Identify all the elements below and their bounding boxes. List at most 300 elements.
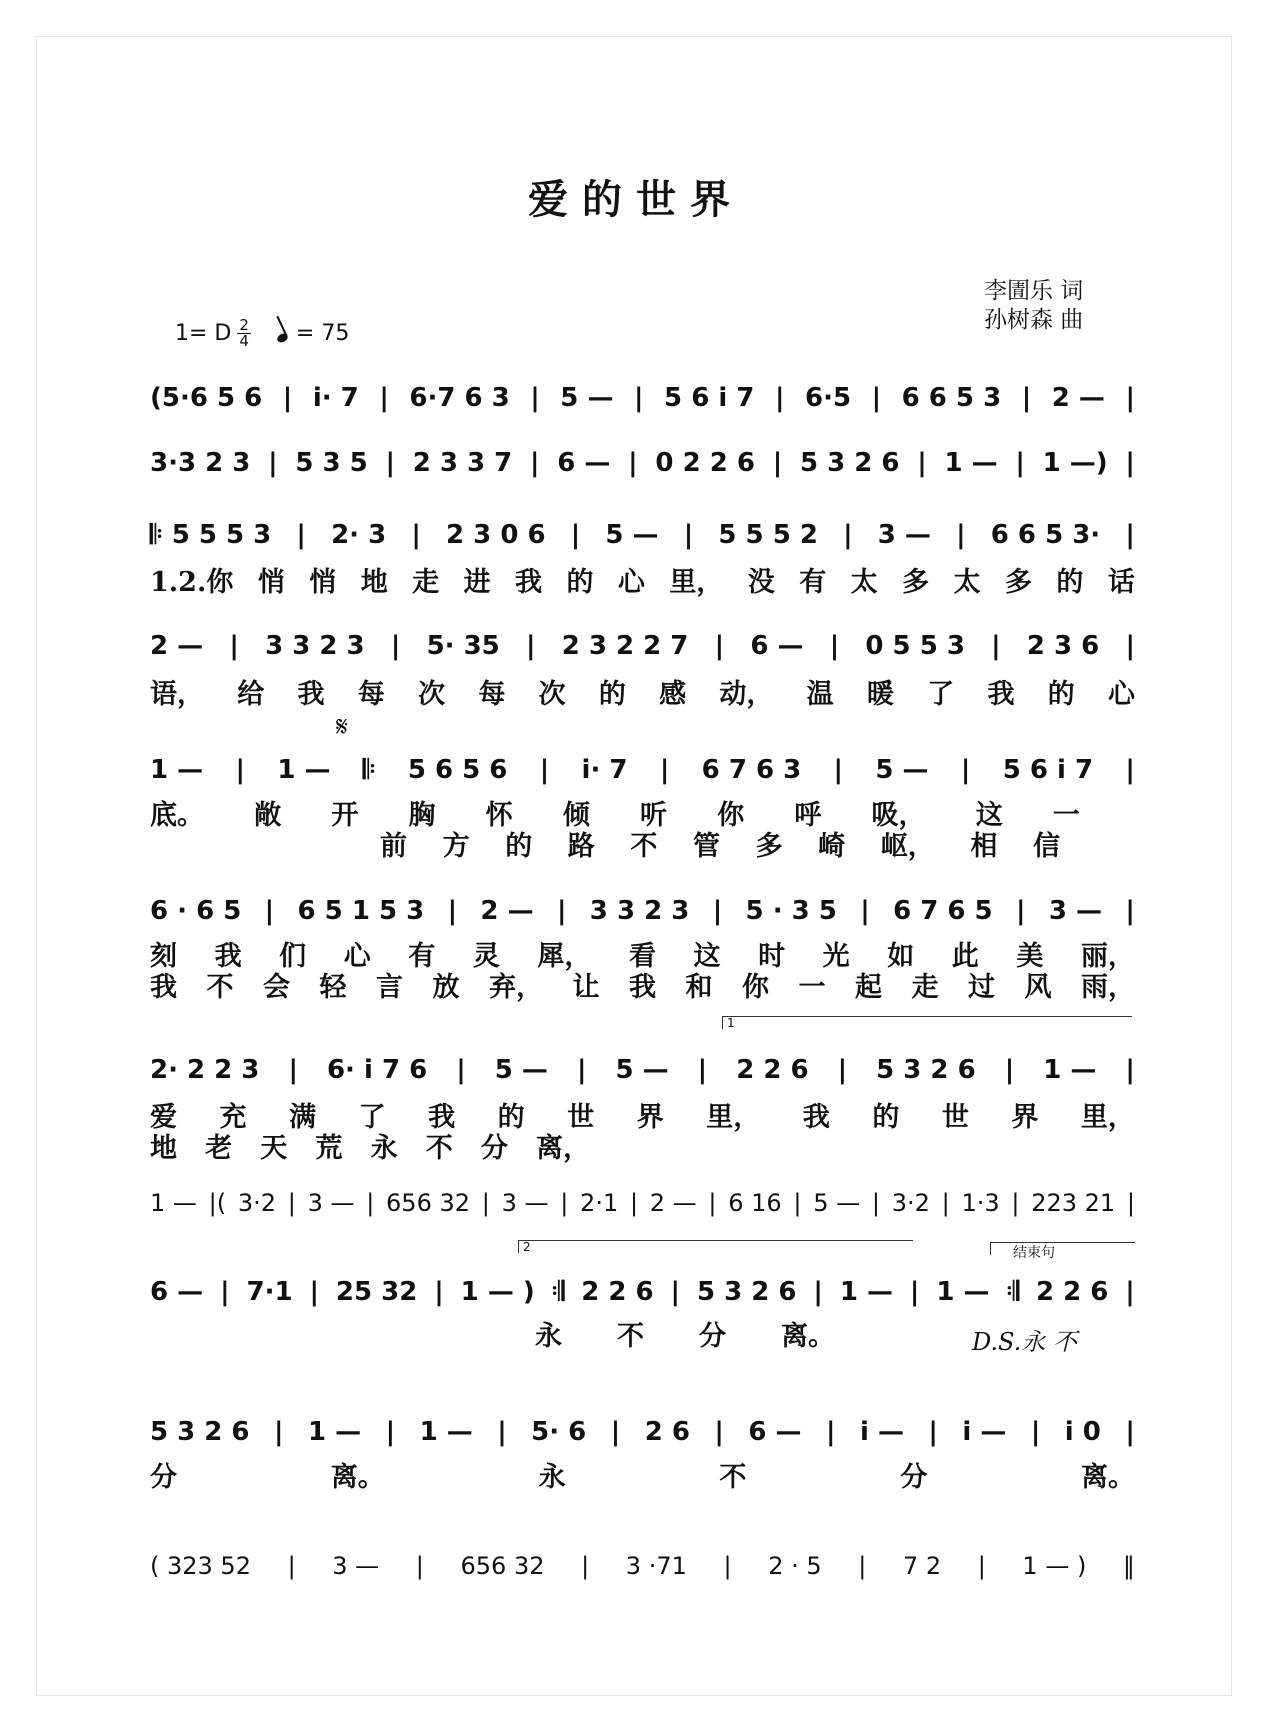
barline: | (220, 1277, 230, 1307)
barline: | (497, 1417, 507, 1447)
barline: | (712, 896, 723, 926)
notation-row (150, 752, 1135, 788)
measure-notes: 3·2 (891, 1189, 930, 1217)
lyric-syllable: 光 (822, 941, 850, 972)
measure-notes: i 0 (1064, 1417, 1101, 1447)
ending-bracket (990, 1242, 1135, 1261)
lyric-syllable: 我 (150, 972, 177, 1003)
measure-notes: 𝄆 5 5 5 3 (150, 520, 272, 550)
barline: 𝄆 (362, 755, 376, 785)
barline: | (456, 1055, 466, 1085)
measure-notes: 656 32 (386, 1189, 471, 1217)
ending-label: 结束句 (1013, 1245, 1055, 1261)
measure-notes: 5 3 2 6 (150, 1417, 250, 1447)
barline: | (813, 1277, 823, 1307)
barline: | (385, 448, 395, 478)
barline: | (1125, 520, 1135, 550)
barline: | (556, 896, 567, 926)
lyric-syllable: 前 (380, 831, 407, 862)
lyric-syllable: 有 (408, 941, 436, 972)
lyric-syllable: 离。 (781, 1321, 835, 1352)
barline: | (843, 520, 853, 550)
barline: | (774, 383, 785, 413)
composer: 孙树森 曲 (984, 307, 1084, 333)
lyric-syllable: 走 (412, 567, 440, 598)
lyric-syllable: 倾 (562, 800, 590, 831)
measure-notes: 1 — (150, 755, 204, 785)
measure-notes: 7 2 (902, 1552, 942, 1580)
measure-notes: 223 21 (1031, 1189, 1116, 1217)
lyric-syllable: 时 (758, 941, 786, 972)
barline: | (268, 448, 278, 478)
barline: | (570, 520, 581, 550)
lyric-syllable: 呼 (794, 800, 822, 831)
lyric-syllable: 放 (432, 972, 460, 1003)
lyric-syllable: 的 (497, 1102, 525, 1133)
lyric-syllable: 话 (1107, 567, 1135, 598)
lyric-syllable: 信 (1032, 831, 1060, 862)
barline: | (909, 1277, 920, 1307)
barline: | (1125, 631, 1135, 661)
measure-notes: 6 7 6 5 (893, 896, 993, 926)
measure-notes: 5 — (813, 1189, 861, 1217)
time-signature (237, 318, 251, 349)
barline: | (1125, 1417, 1135, 1447)
measure-notes: 6 — (557, 448, 611, 478)
measure-notes: 5 3 2 6 (799, 448, 900, 478)
measure-notes: 2 — (150, 631, 204, 661)
measure-notes: 1 — (150, 1189, 197, 1217)
measure-notes: 3 — (501, 1189, 549, 1217)
measure-notes: 6 — (748, 1417, 802, 1447)
barline: | (960, 755, 971, 785)
lyric-syllable: 了 (927, 679, 955, 710)
measure-notes: 6·7 6 3 (409, 383, 510, 413)
barline: | (390, 631, 401, 661)
notation-row (150, 1052, 1135, 1088)
measure-notes: 6·5 (804, 383, 852, 413)
notation-row (150, 1414, 1135, 1450)
notation-row (150, 517, 1135, 553)
lyric-syllable: 里， (1080, 1102, 1135, 1133)
lyric-syllable: 们 (279, 941, 307, 972)
barline: | (530, 448, 540, 478)
lyric-syllable: 的 (598, 679, 626, 710)
lyric-syllable: 次 (418, 679, 446, 710)
barline: | (634, 383, 644, 413)
lyric-row (150, 678, 1135, 712)
measure-notes: 1·3 (961, 1189, 1000, 1217)
lyric-syllable: 离。 (1080, 1462, 1135, 1493)
lyric-syllable: 离， (535, 1133, 590, 1164)
barline: | (977, 1552, 986, 1580)
lyric-syllable: 风 (1024, 972, 1052, 1003)
lyric-syllable: 我 (214, 941, 242, 972)
lyric-syllable: 永 (370, 1133, 398, 1164)
measure-notes: 5· 35 (426, 631, 500, 661)
barline: 𝄇 (551, 1277, 565, 1307)
lyric-syllable: 不 (719, 1462, 747, 1493)
barline: | (826, 1417, 836, 1447)
lyric-syllable: 此 (951, 941, 979, 972)
lyric-syllable: 听 (640, 800, 668, 831)
measure-notes: 2 2 6 (581, 1277, 654, 1307)
measure-notes: 2· 3 (331, 520, 387, 550)
lyric-row (150, 1461, 1135, 1495)
barline: ‖ (1122, 1552, 1135, 1580)
lyric-syllable: 路 (567, 831, 595, 862)
measure-notes: i — (859, 1417, 904, 1447)
measure-notes: 5 6 i 7 (664, 383, 755, 413)
barline: | (309, 1277, 319, 1307)
notation-row (150, 380, 1135, 416)
notation-row (150, 1548, 1135, 1584)
lyric-syllable: 的 (566, 567, 594, 598)
lyric-syllable: 太 (953, 567, 981, 598)
lyric-row (150, 566, 1135, 600)
measure-notes: 1 — (936, 1277, 990, 1307)
barline: | (415, 1552, 424, 1580)
tempo: = 75 (295, 321, 350, 346)
lyric-syllable: 起 (855, 972, 882, 1003)
measure-notes: 0 5 5 3 (865, 631, 965, 661)
lyric-syllable: 丽， (1080, 941, 1135, 972)
barline: | (941, 1189, 950, 1217)
lyric-syllable: 永 (535, 1321, 562, 1352)
lyric-syllable: 我 (802, 1102, 830, 1133)
lyric-syllable: 老 (205, 1133, 233, 1164)
barline: | (530, 383, 540, 413)
lyric-syllable: 你 (742, 972, 769, 1003)
measure-notes: 2 3 0 6 (446, 520, 546, 550)
barline: | (1125, 896, 1135, 926)
lyric-syllable: 心 (343, 941, 371, 972)
lyric-syllable: 温 (806, 679, 834, 710)
lyric-syllable: 感 (659, 679, 687, 710)
lyric-syllable: 里， (669, 567, 724, 598)
measure-notes: 5 — (605, 520, 659, 550)
barline: | (366, 1189, 375, 1217)
measure-notes: 1 — (307, 1417, 362, 1447)
lyric-syllable: 一 (798, 972, 826, 1003)
measure-notes: 6 · 6 5 (150, 896, 242, 926)
lyric-syllable: 地 (150, 1133, 177, 1164)
barline: | (772, 448, 783, 478)
barline: | (576, 1055, 587, 1085)
ds-lyric: D.S.永 不 (972, 1328, 1077, 1356)
notation-row (150, 893, 1135, 929)
barline: | (581, 1552, 590, 1580)
lyric-syllable: 分 (480, 1133, 508, 1164)
measure-notes: 6 6 5 3 (901, 383, 1002, 413)
measure-notes: 5 3 5 (295, 448, 368, 478)
barline: | (287, 1552, 296, 1580)
measure-notes: 3·3 2 3 (150, 448, 251, 478)
measure-notes: 3 ·71 (625, 1552, 687, 1580)
lyric-syllable: 我 (515, 567, 542, 598)
key-signature (175, 318, 349, 349)
lyric-syllable: 不 (425, 1133, 453, 1164)
measure-notes: 5 — (615, 1055, 669, 1085)
lyric-syllable: 次 (538, 679, 566, 710)
barline: | (385, 1417, 396, 1447)
measure-notes: 5 5 5 2 (718, 520, 818, 550)
time-bottom: 4 (239, 332, 249, 350)
lyric-syllable: 不 (617, 1321, 644, 1352)
measure-notes: 2 — (649, 1189, 697, 1217)
lyric-syllable: 多 (902, 567, 930, 598)
lyric-syllable: 这 (693, 941, 721, 972)
segno-icon: 𝄋 (336, 710, 349, 743)
barline: | (274, 1417, 284, 1447)
lyric-syllable: 让 (572, 972, 600, 1003)
barline: | (659, 755, 670, 785)
barline: | (525, 631, 536, 661)
barline: | (1125, 1277, 1135, 1307)
lyric-syllable: 轻 (319, 972, 347, 1003)
barline: | (1011, 1189, 1020, 1217)
lyric-syllable: 界 (636, 1102, 664, 1133)
lyric-syllable: 每 (357, 679, 385, 710)
lyric-syllable: 进 (463, 567, 491, 598)
lyric-syllable: 分 (699, 1321, 726, 1352)
volta-1: 1 (722, 1016, 1132, 1029)
lyric-syllable: 悄 (309, 567, 337, 598)
quarter-note-icon (276, 332, 289, 344)
measure-notes: 2 3 3 7 (412, 448, 513, 478)
barline: | (1030, 1417, 1041, 1447)
barline: | (837, 1055, 848, 1085)
measure-notes: i· 7 (312, 383, 359, 413)
lyric-syllable: 了 (358, 1102, 386, 1133)
barline: | (1004, 1055, 1015, 1085)
lyric-syllable: 1.2.你 (150, 567, 234, 598)
lyric-syllable: 一 (1052, 800, 1080, 831)
barline: | (829, 631, 840, 661)
measure-notes: 2·1 (580, 1189, 619, 1217)
lyric-syllable: 灵 (472, 941, 500, 972)
barline: | (858, 1552, 867, 1580)
measure-notes: 2 6 (644, 1417, 690, 1447)
lyric-syllable: 天 (260, 1133, 288, 1164)
measure-notes: 5 — (875, 755, 929, 785)
lyric-syllable: 怀 (485, 800, 513, 831)
lyric-syllable: 的 (1056, 567, 1084, 598)
lyric-syllable: 暖 (866, 679, 894, 710)
barline: | (1125, 755, 1135, 785)
measure-notes: 3 3 2 3 (589, 896, 690, 926)
lyric-syllable: 界 (1011, 1102, 1039, 1133)
lyric-syllable: 语， (150, 679, 204, 710)
lyric-syllable: 底。 (150, 800, 204, 831)
lyric-syllable: 我 (428, 1102, 456, 1133)
measure-notes: 5 — (560, 383, 614, 413)
measure-notes: i· 7 (581, 755, 628, 785)
barline: | (447, 896, 458, 926)
barline: | (1125, 383, 1135, 413)
lyric-row (380, 830, 1060, 864)
measure-notes: 25 32 (335, 1277, 418, 1307)
measure-notes: 6· i 7 6 (326, 1055, 428, 1085)
lyric-syllable: 我 (297, 679, 325, 710)
measure-notes: 3 — (332, 1552, 380, 1580)
measure-notes: 5 6 5 6 (407, 755, 508, 785)
measure-notes: 5 3 2 6 (696, 1277, 797, 1307)
barline: | (411, 520, 421, 550)
barline: | (714, 631, 725, 661)
measure-notes: 1 — (839, 1277, 893, 1307)
lyric-syllable: 雨， (1081, 972, 1135, 1003)
lyric-row (150, 1132, 590, 1166)
barline: | (956, 520, 966, 550)
measure-notes: 5 · 3 5 (745, 896, 837, 926)
lyric-row (150, 1101, 1135, 1135)
lyric-syllable: 悄 (257, 567, 285, 598)
lyric-syllable: 多 (1004, 567, 1032, 598)
lyric-syllable: 不 (630, 831, 658, 862)
lyric-syllable: 过 (968, 972, 995, 1003)
lyric-syllable: 相 (970, 831, 998, 862)
measure-notes: 2 · 5 (768, 1552, 822, 1580)
key: 1= D (175, 321, 232, 346)
lyric-syllable: 刻 (150, 941, 177, 972)
lyric-syllable: 不 (206, 972, 234, 1003)
lyric-syllable: 没 (747, 567, 775, 598)
lyricist: 李圊乐 词 (984, 278, 1084, 304)
lyric-syllable: 爱 (150, 1102, 177, 1133)
measure-notes: ( 323 52 (150, 1552, 251, 1580)
barline: | (264, 896, 275, 926)
barline: | (288, 1055, 298, 1085)
measure-notes: 5 — (494, 1055, 548, 1085)
barline: | (697, 1055, 708, 1085)
lyric-syllable: 有 (799, 567, 827, 598)
lyric-syllable: 吸， (871, 800, 926, 831)
barline: | (628, 448, 638, 478)
measure-notes: 1 — (419, 1417, 473, 1447)
lyric-syllable: 和 (685, 972, 713, 1003)
barline: |( (208, 1189, 227, 1217)
lyric-syllable: 的 (872, 1102, 900, 1133)
lyric-syllable: 每 (478, 679, 506, 710)
lyric-syllable: 多 (755, 831, 783, 862)
measure-notes: 6 16 (728, 1189, 782, 1217)
barline: | (1015, 448, 1025, 478)
barline: | (539, 755, 550, 785)
barline: | (560, 1189, 569, 1217)
measure-notes: 1 — (1043, 1055, 1097, 1085)
notation-row (150, 1185, 1135, 1221)
barline: | (282, 383, 293, 413)
barline: | (793, 1189, 802, 1217)
measure-notes: 0 2 2 6 (655, 448, 755, 478)
barline: | (833, 755, 844, 785)
barline: | (434, 1277, 444, 1307)
lyric-row (150, 940, 1135, 974)
measure-notes: 1 —) (1042, 448, 1108, 478)
notation-row (150, 1274, 1135, 1310)
barline: | (1021, 383, 1032, 413)
lyric-syllable: 的 (1047, 679, 1075, 710)
barline: | (928, 1417, 938, 1447)
measure-notes: 2· 2 2 3 (150, 1055, 260, 1085)
barline: | (683, 520, 694, 550)
lyric-syllable: 荒 (315, 1133, 343, 1164)
volta-2: 2 (518, 1240, 913, 1253)
lyric-syllable: 给 (237, 679, 265, 710)
lyric-syllable: 我 (629, 972, 656, 1003)
barline: | (871, 1189, 880, 1217)
lyric-syllable: 世 (567, 1102, 595, 1133)
lyric-syllable: 我 (987, 679, 1015, 710)
measure-notes: 6 — (750, 631, 804, 661)
measure-notes: 3 — (877, 520, 931, 550)
lyric-syllable: 你 (717, 800, 745, 831)
barline: | (860, 896, 870, 926)
measure-notes: 3·2 (237, 1189, 276, 1217)
notation-row (150, 628, 1135, 664)
barline: | (714, 1417, 724, 1447)
measure-notes: 3 — (1048, 896, 1102, 926)
measure-notes: 1 — (944, 448, 998, 478)
measure-notes: 3 — (307, 1189, 355, 1217)
measure-notes: i — (962, 1417, 1007, 1447)
measure-notes: 5 6 i 7 (1002, 755, 1094, 785)
lyric-syllable: 管 (692, 831, 720, 862)
measure-notes: 6 7 6 3 (701, 755, 802, 785)
lyric-syllable: 方 (442, 831, 470, 862)
measure-notes: 6 — (150, 1277, 204, 1307)
barline: 𝄇 (1006, 1277, 1020, 1307)
barline: | (287, 1189, 296, 1217)
measure-notes: 2 — (1051, 383, 1105, 413)
lyric-syllable: 世 (941, 1102, 969, 1133)
lyric-syllable: 岖， (880, 831, 935, 862)
lyric-syllable: 离。 (330, 1462, 385, 1493)
barline: | (1125, 1055, 1135, 1085)
barline: | (481, 1189, 490, 1217)
lyric-syllable: 看 (628, 941, 656, 972)
song-title: 爱的世界 (528, 176, 744, 223)
measure-notes: 656 32 (460, 1552, 545, 1580)
time-top: 2 (239, 316, 249, 334)
measure-notes: (5·6 5 6 (150, 383, 263, 413)
lyric-syllable: 的 (505, 831, 533, 862)
measure-notes: 1 — (277, 755, 331, 785)
barline: | (670, 1277, 681, 1307)
measure-notes: 2 2 6 (736, 1055, 809, 1085)
measure-notes: 2 3 2 2 7 (561, 631, 689, 661)
lyric-syllable: 开 (331, 800, 359, 831)
barline: | (1015, 896, 1026, 926)
credits (984, 277, 1083, 335)
lyric-syllable: 会 (263, 972, 290, 1003)
measure-notes: 6 5 1 5 3 (297, 896, 425, 926)
measure-notes: 1 — ) (460, 1277, 535, 1307)
lyric-row (150, 971, 1135, 1005)
measure-notes: 6 6 5 3· (990, 520, 1101, 550)
barline: | (991, 631, 1001, 661)
barline: | (235, 755, 245, 785)
lyric-syllable: 充 (219, 1102, 247, 1133)
lyric-syllable: 分 (150, 1462, 177, 1493)
lyric-syllable: 心 (1107, 679, 1135, 710)
lyric-syllable: 美 (1016, 941, 1044, 972)
measure-notes: 5 3 2 6 (876, 1055, 976, 1085)
lyric-row (535, 1320, 835, 1354)
barline: | (629, 1189, 639, 1217)
measure-notes: 2 — (480, 896, 534, 926)
